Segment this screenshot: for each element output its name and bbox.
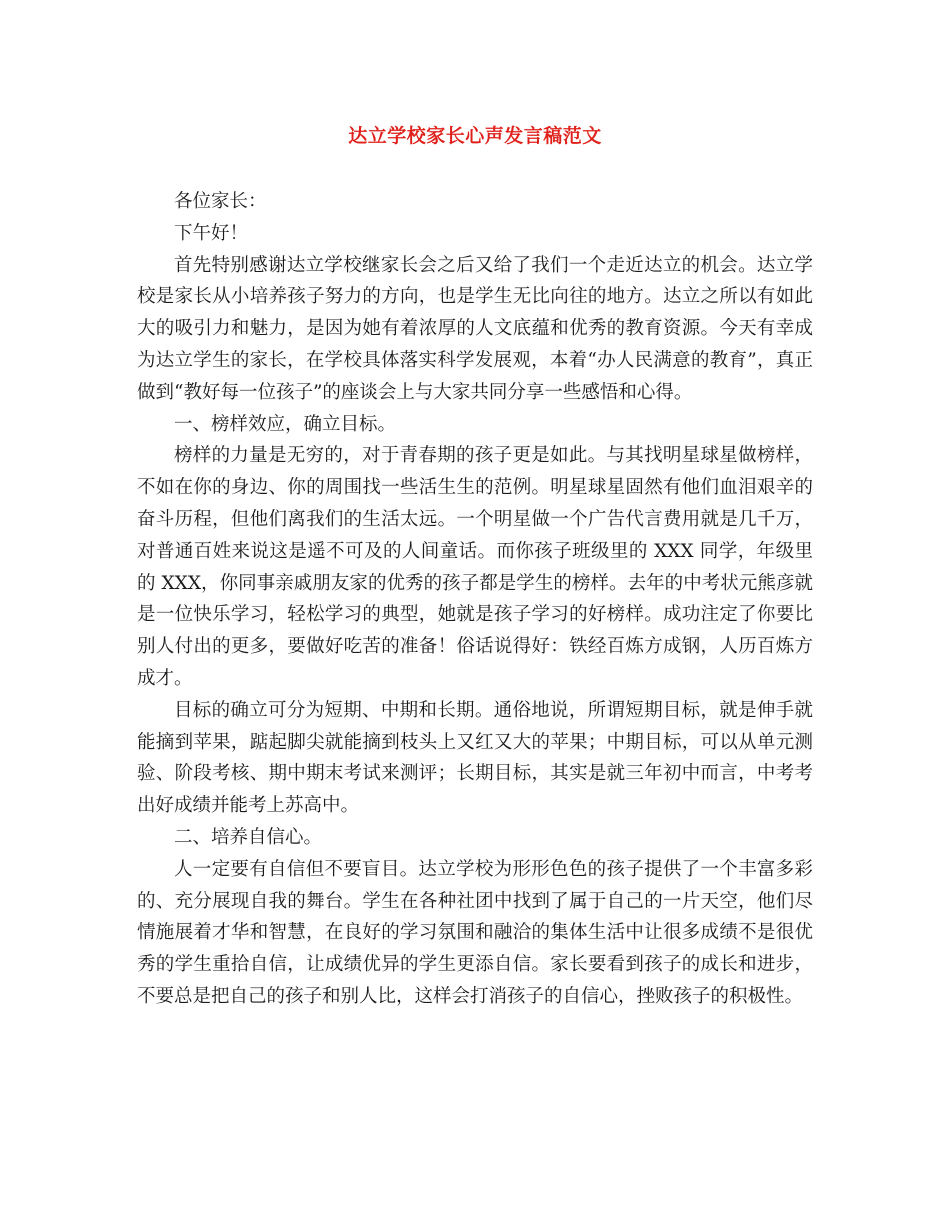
document-title: 达立学校家长心声发言稿范文 [348, 125, 602, 147]
section-heading-2: 二、培养自信心。 [174, 826, 323, 848]
goals-paragraph: 目标的确立可分为短期、中期和长期。通俗地说，所谓短期目标，就是伸手就能摘到苹果，踮起脚尖就能摘到枝头上又红又大的苹果；中期目标，可以从单元测验、阶段考核、期中期末考试来测评；长期目标，其实是就三年初中而言，中考考出好成绩并能考上苏高中。 [137, 699, 813, 817]
role-model-paragraph: 榜样的力量是无穷的，对于青春期的孩子更是如此。与其找明星球星做榜样，不如在你的身边、你的周围找一些活生生的范例。明星球星固然有他们血泪艰辛的奋斗历程，但他们离我们的生活太远。一个明星做一个广告代言费用就是几千万，对普通百姓来说这是遥不可及的人间童话。而你孩子班级里的 XXX 同学，年级里的 XXX，你同事亲戚朋友家的优秀的孩子都是学生的榜样。去年的中考状元熊彦就是一位快乐学习，轻松学习的典型，她就是孩子学习的好榜样。成功注定了你要比别人付出的更多，要做好吃苦的准备！俗话说得好：铁经百炼方成钢，人历百炼方成才。 [137, 445, 813, 689]
greeting-paragraph: 下午好！ [174, 222, 249, 244]
confidence-paragraph: 人一定要有自信但不要盲目。达立学校为形形色色的孩子提供了一个丰富多彩的、充分展现自我的舞台。学生在各种社团中找到了属于自己的一片天空，他们尽情施展着才华和智慧，在良好的学习氛围和融洽的集体生活中让很多成绩不是很优秀的学生重拾自信，让成绩优异的学生更添自信。家长要看到孩子的成长和进步，不要总是把自己的孩子和别人比，这样会打消孩子的自信心，挫败孩子的积极性。 [137, 858, 813, 1007]
section-heading-1: 一、榜样效应，确立目标。 [174, 413, 397, 435]
intro-paragraph: 首先特别感谢达立学校继家长会之后又给了我们一个走近达立的机会。达立学校是家长从小培养孩子努力的方向，也是学生无比向往的地方。达立之所以有如此大的吸引力和魅力，是因为她有着浓厚的人文底蕴和优秀的教育资源。今天有幸成为达立学生的家长，在学校具体落实科学发展观，本着“办人民满意的教育”，真正做到“教好每一位孩子”的座谈会上与大家共同分享一些感悟和心得。 [137, 254, 813, 403]
document-body [137, 186, 813, 1013]
salutation-paragraph: 各位家长： [174, 191, 267, 212]
